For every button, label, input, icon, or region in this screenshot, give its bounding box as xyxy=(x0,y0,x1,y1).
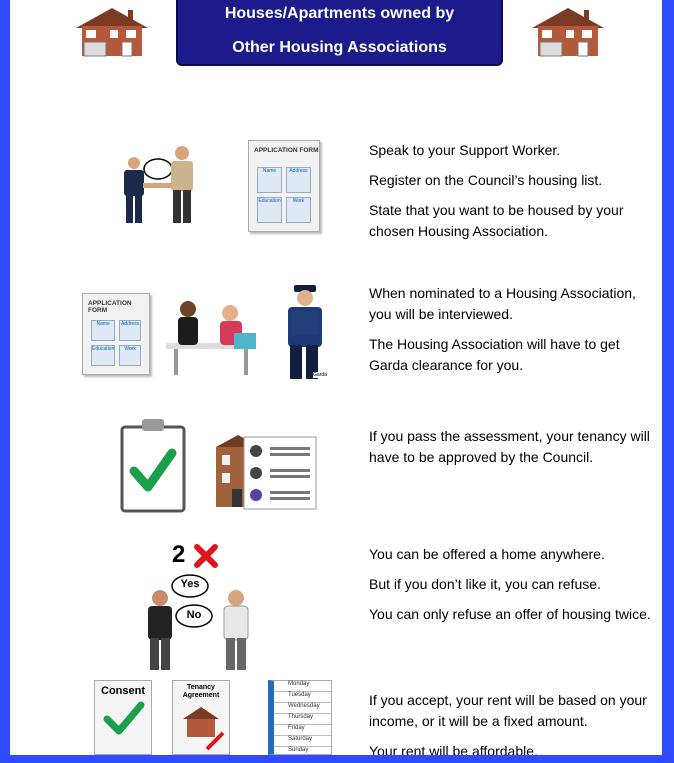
form-field: Address xyxy=(119,320,141,341)
house-icon xyxy=(526,6,610,58)
paragraph: You can be offered a home anywhere. xyxy=(369,546,605,562)
calendar-day: Sunday xyxy=(274,747,331,755)
form-title: APPLICATION FORM xyxy=(254,147,319,154)
form-field: Work xyxy=(119,345,141,366)
form-field: Education xyxy=(257,197,282,223)
section-text xyxy=(369,426,659,477)
interview-illustration xyxy=(164,295,258,377)
section-text xyxy=(369,544,659,634)
tick-icon xyxy=(103,701,145,735)
title-banner xyxy=(176,0,503,66)
document-page xyxy=(10,0,662,755)
paragraph: State that you want to be housed by your chosen Housing Association. xyxy=(369,202,624,239)
council-building-icon xyxy=(214,433,320,511)
calendar-day: Wednesday xyxy=(274,703,331,714)
calendar-day: Monday xyxy=(274,681,331,692)
tenancy-agreement-image xyxy=(172,680,230,755)
tenancy-label: Tenancy Agreement xyxy=(182,684,220,699)
consent-form-image xyxy=(94,680,152,755)
calendar-day: Thursday xyxy=(274,714,331,725)
section-text xyxy=(369,283,659,385)
calendar-image xyxy=(268,680,332,755)
house-icon xyxy=(70,6,154,58)
garda-label: Garda xyxy=(313,372,327,378)
consent-label: Consent xyxy=(101,685,145,697)
paragraph: You can only refuse an offer of housing twice. xyxy=(369,606,651,622)
garda-officer-illustration xyxy=(280,283,330,381)
calendar-day: Friday xyxy=(274,725,331,736)
paragraph: The Housing Association will have to get Garda clearance for you. xyxy=(369,336,620,373)
form-field: Work xyxy=(286,197,311,223)
application-form-image xyxy=(248,140,320,232)
red-cross-icon xyxy=(194,544,218,568)
paragraph: Register on the Council’s housing list. xyxy=(369,172,603,188)
title-line: Other Housing Associations xyxy=(232,39,447,56)
form-field: Name xyxy=(257,167,282,193)
form-title: APPLICATION FORM xyxy=(88,300,132,314)
house-icon xyxy=(179,703,225,753)
support-worker-meeting-illustration xyxy=(116,143,202,225)
calendar-day: Tuesday xyxy=(274,692,331,703)
bubble-no: No xyxy=(186,609,202,621)
refuse-count: 2 xyxy=(172,541,186,568)
paragraph: When nominated to a Housing Association, you will be interviewed. xyxy=(369,285,636,322)
calendar-day: Saturday xyxy=(274,736,331,747)
paragraph: If you pass the assessment, your tenancy will have to be approved by the Council. xyxy=(369,428,650,465)
form-field: Name xyxy=(91,320,115,341)
bubble-yes: Yes xyxy=(180,578,200,590)
clipboard-tick-icon xyxy=(120,415,186,513)
title-line: Houses/Apartments owned by xyxy=(224,5,455,22)
section-text xyxy=(369,140,659,251)
form-field: Address xyxy=(286,167,311,193)
paragraph: Your rent will be affordable. xyxy=(369,743,538,755)
paragraph: If you accept, your rent will be based on your income, or it will be a fixed amount. xyxy=(369,692,647,729)
application-form-image xyxy=(82,293,150,375)
form-field: Education xyxy=(91,345,115,366)
paragraph: Speak to your Support Worker. xyxy=(369,142,561,158)
section-text xyxy=(369,690,659,755)
paragraph: But if you don’t like it, you can refuse. xyxy=(369,576,601,592)
